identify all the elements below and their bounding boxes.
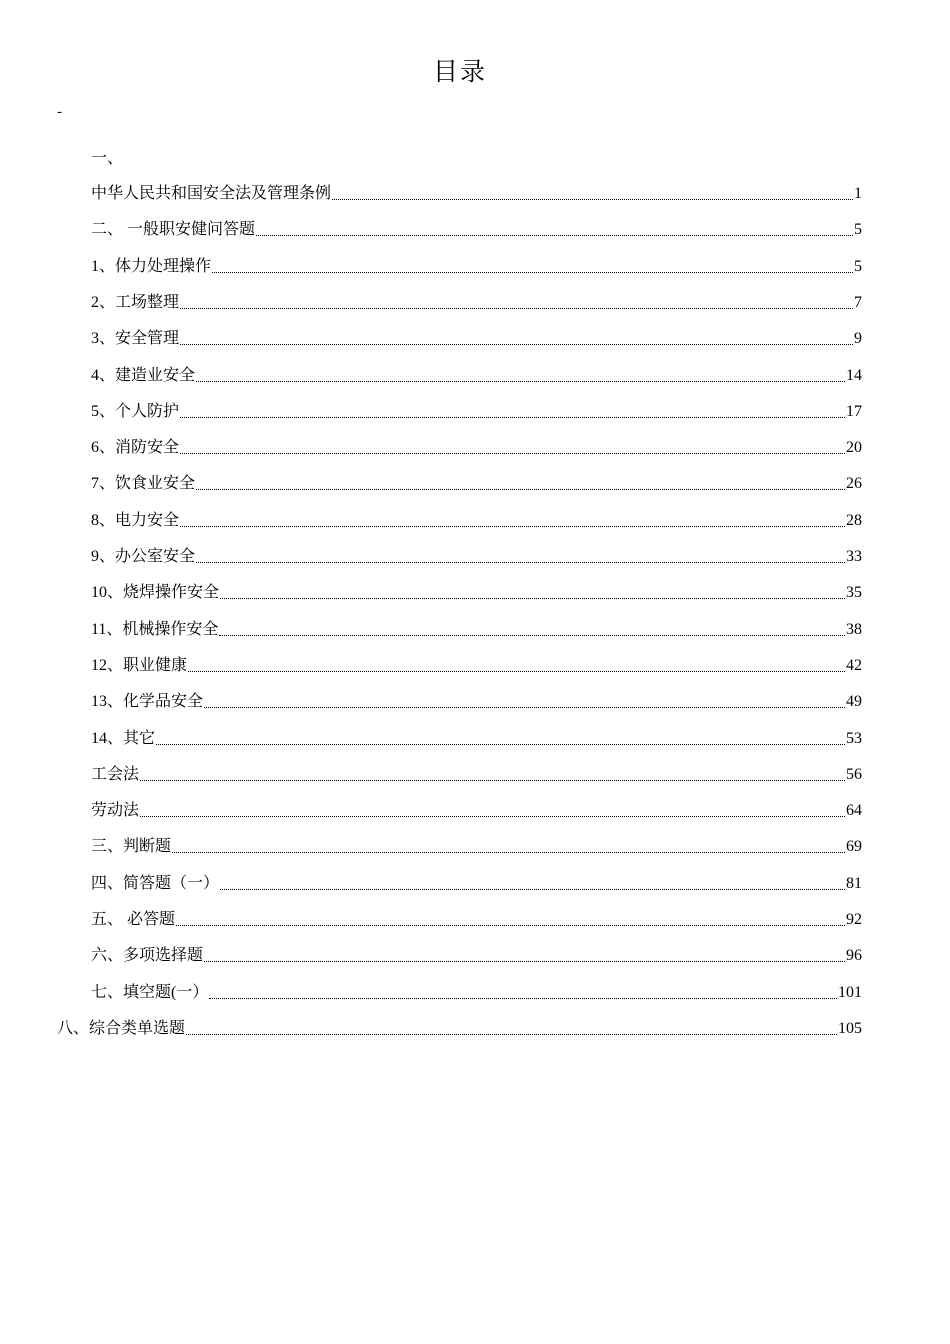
toc-entry-label: 八、综合类单选题: [57, 1017, 186, 1037]
toc-entry-page-number: 9: [854, 330, 862, 348]
toc-leader-dots: [204, 961, 845, 962]
toc-entry-label: 中华人民共和国安全法及管理条例: [91, 183, 332, 202]
toc-entry-page-number: 14: [846, 366, 862, 384]
toc-entry[interactable]: [0, 944, 950, 968]
toc-entry[interactable]: [0, 509, 950, 533]
toc-entry-page-number: 26: [846, 475, 862, 493]
toc-entry[interactable]: [0, 400, 950, 424]
toc-entry-label: 六、多项选择题: [91, 945, 204, 965]
toc-entry-label: 13、化学品安全: [91, 691, 204, 711]
toc-entry-page-number: 105: [838, 1019, 862, 1037]
toc-leader-dots: [176, 925, 845, 926]
toc-entry-page-number: 28: [846, 511, 862, 529]
toc-entry[interactable]: [0, 545, 950, 569]
toc-leader-dots: [172, 852, 845, 853]
toc-leader-dots: [180, 344, 853, 345]
toc-leader-dots: [180, 417, 845, 418]
toc-entry[interactable]: [0, 908, 950, 932]
toc-entry[interactable]: [0, 182, 950, 206]
toc-entry-label: 7、饮食业安全: [91, 473, 196, 493]
toc-entry-label: 五、 必答题: [91, 909, 176, 928]
toc-entry[interactable]: [0, 218, 950, 242]
toc-entry[interactable]: [0, 763, 950, 787]
toc-leader-dots: [212, 272, 853, 273]
toc-entry-page-number: 96: [846, 947, 862, 965]
toc-leader-dots: [196, 381, 845, 382]
toc-entry[interactable]: [0, 690, 950, 714]
toc-leader-dots: [196, 489, 845, 490]
toc-leader-dots: [180, 526, 845, 527]
toc-leader-dots: [156, 744, 845, 745]
toc-entry[interactable]: [0, 872, 950, 896]
toc-entry-page-number: 20: [846, 439, 862, 457]
toc-leader-dots: [180, 453, 845, 454]
toc-entry-label: 4、建造业安全: [91, 364, 196, 384]
toc-entry-label: 劳动法: [91, 800, 140, 820]
toc-entry[interactable]: [0, 291, 950, 315]
page-title: 目录: [432, 57, 487, 86]
toc-entry[interactable]: [0, 618, 950, 642]
toc-entry-page-number: 101: [838, 983, 862, 1001]
toc-entry[interactable]: [0, 364, 950, 388]
toc-entry[interactable]: [0, 581, 950, 605]
toc-entry-page-number: 53: [846, 729, 862, 747]
toc-leader-dots: [220, 889, 845, 890]
toc-entry[interactable]: [0, 835, 950, 859]
toc-entry-page-number: 1: [854, 185, 862, 202]
toc-leader-dots: [140, 816, 845, 817]
toc-entry-label: 工会法: [91, 763, 140, 783]
toc-entry-page-number: 5: [854, 221, 862, 239]
toc-leader-dots: [180, 308, 853, 309]
toc-entry-page-number: 5: [854, 257, 862, 275]
toc-leader-dots: [188, 671, 845, 672]
toc-entry-page-number: 64: [846, 802, 862, 820]
toc-entry-label: 1、体力处理操作: [91, 255, 212, 275]
toc-entry-page-number: 56: [846, 765, 862, 783]
toc-entry-label: 四、简答题（一）: [91, 872, 220, 892]
toc-leader-dots: [256, 235, 853, 236]
toc-entry-page-number: 17: [846, 402, 862, 420]
toc-entry[interactable]: [0, 1017, 950, 1041]
toc-entry-label: 七、填空题(一）: [91, 981, 209, 1001]
toc-entry-page-number: 92: [846, 911, 862, 928]
toc-leader-dots: [220, 598, 845, 599]
toc-leader-dots: [186, 1034, 837, 1035]
toc-entry-page-number: 7: [854, 293, 862, 311]
toc-leader-dots: [196, 562, 845, 563]
toc-leader-dots: [219, 635, 845, 636]
toc-entry-label: 5、个人防护: [91, 400, 180, 420]
toc-entry-page-number: 42: [846, 656, 862, 674]
toc-entry[interactable]: [0, 327, 950, 351]
toc-entry-label: 三、判断题: [91, 836, 172, 856]
toc-leader-dots: [204, 707, 845, 708]
toc-entry-label: 6、消防安全: [91, 437, 180, 457]
toc-entry-label: 10、烧焊操作安全: [91, 582, 220, 602]
toc-entry[interactable]: [0, 255, 950, 279]
toc-entry-label: 11、机械操作安全: [91, 618, 219, 638]
toc-entry-page-number: 33: [846, 548, 862, 565]
toc-entry[interactable]: [0, 436, 950, 460]
toc-entry-page-number: 81: [846, 874, 862, 892]
toc-leader-dots: [209, 998, 837, 999]
toc-entry-label: 12、职业健康: [91, 654, 188, 674]
toc-entry[interactable]: [0, 799, 950, 823]
toc-entry[interactable]: [0, 727, 950, 751]
toc-entry[interactable]: [0, 654, 950, 678]
toc-entry-label: 8、电力安全: [91, 509, 180, 529]
toc-entry-label: 3、安全管理: [91, 328, 180, 348]
toc-entry-page-number: 38: [846, 620, 862, 638]
toc-entry-label: 14、其它: [91, 727, 156, 747]
toc-leader-dots: [332, 199, 853, 200]
toc-entry-label: 9、办公室安全: [91, 546, 196, 565]
toc-entry-page-number: 69: [846, 838, 862, 856]
toc-entry[interactable]: [0, 472, 950, 496]
toc-entry-page-number: 49: [846, 693, 862, 711]
dash-marker: -: [57, 104, 62, 120]
toc-leader-dots: [140, 780, 845, 781]
toc-entry[interactable]: [0, 981, 950, 1005]
toc-entry-label: 二、 一般职安健问答题: [91, 219, 256, 239]
toc-entry-label: 2、工场整理: [91, 291, 180, 311]
toc-entry-page-number: 35: [846, 584, 862, 602]
section-heading: 一、: [91, 148, 124, 167]
